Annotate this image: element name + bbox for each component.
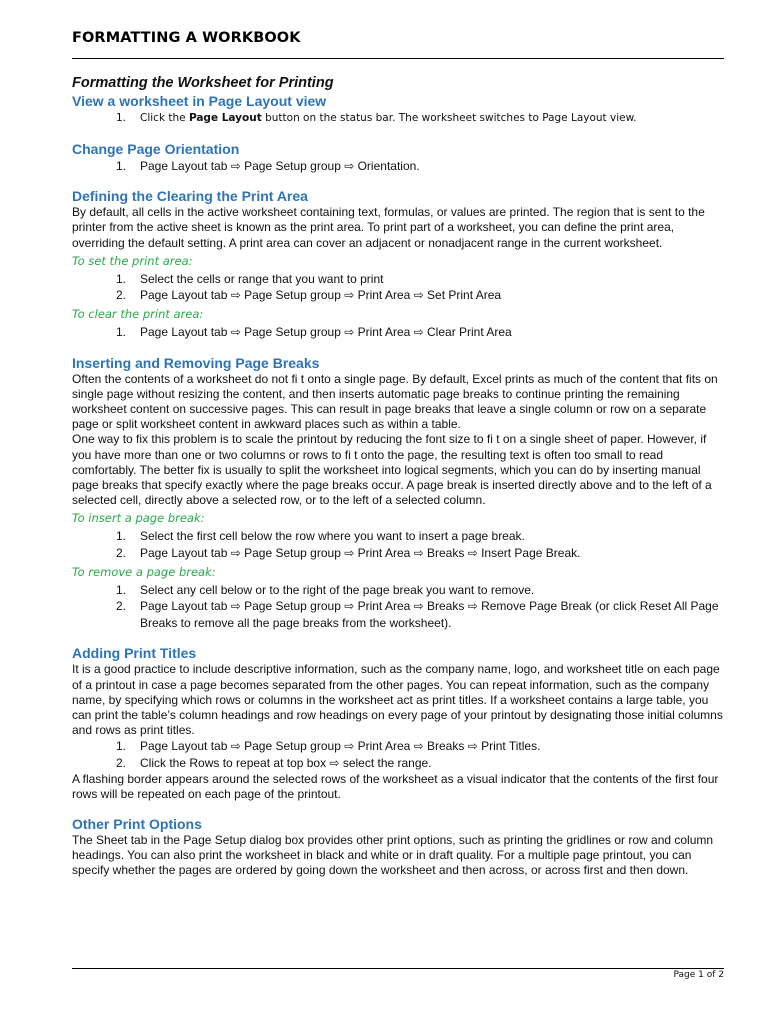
list-item: 1. Select any cell below or to the right of the page break you want to remove. xyxy=(116,582,535,597)
document-body xyxy=(72,74,724,879)
section-heading-other-print-options: Other Print Options xyxy=(72,815,202,832)
list-item: 2. Click the Rows to repeat at top box ⇨ select the range. xyxy=(116,755,432,770)
list-item: 2. Page Layout tab ⇨ Page Setup group ⇨ Print Area ⇨ Breaks ⇨ Insert Page Break. xyxy=(116,546,581,560)
subheading-set-print-area: To set the print area: xyxy=(72,253,193,268)
paragraph: A flashing border appears around the selected rows of the worksheet as a visual indicator that the contents of the first four rows will be repeated on each page of the printout. xyxy=(72,771,719,801)
steps-insert-page-break xyxy=(72,528,724,561)
paragraph: Often the contents of a worksheet do not fi t onto a single page. By default, Excel prints as much of the content that fits on single page without resizing the content, and then inserts automatic page breaks to continue printing the remaining worksheet content on successive pages. This can result in page breaks that leave a single column or row on a separate page or split worksheet content in awkward places such as within a table. xyxy=(72,371,718,432)
page-number: Page 1 of 2 xyxy=(673,970,724,980)
paragraph: The Sheet tab in the Page Setup dialog box provides other print options, such as printing the gridlines or row and column headings. You can also print the worksheet in black and white or in draft quality. For a multiple page printout, you can specify whether the pages are ordered by going down the worksheet and then across, or across first and then down. xyxy=(72,832,714,878)
paragraph: It is a good practice to include descriptive information, such as the company name, logo, and worksheet title on each page of a printout in case a page becomes separated from the other pages. You can repeat information, such as the company name, by specifying which rows or columns in the worksheet act as print titles. If a worksheet contains a large table, you can print the table’s column headings and row headings on every page of your printout by designating those initial columns and rows as print titles. xyxy=(72,662,723,738)
list-item: 2. Page Layout tab ⇨ Page Setup group ⇨ Print Area ⇨ Set Print Area xyxy=(116,288,502,303)
paragraph: By default, all cells in the active worksheet containing text, formulas, or values are printed. The region that is sent to the printer from the active sheet is known as the print area. To print part of a worksheet, you can define the print area, overriding the default setting. A print area can cover an adjacent or nonadjacent range in the current worksheet. xyxy=(72,205,705,250)
document-header-title: FORMATTING A WORKBOOK xyxy=(72,30,301,46)
steps-page-orientation xyxy=(72,158,724,175)
list-item: 1. Select the first cell below the row where you want to insert a page break. xyxy=(116,529,525,544)
subheading-clear-print-area: To clear the print area: xyxy=(72,306,204,321)
list-item: 1. Select the cells or range that you want to print xyxy=(116,271,384,286)
list-item: 1. Page Layout tab ⇨ Page Setup group ⇨ Print Area ⇨ Clear Print Area xyxy=(116,324,512,339)
steps-set-print-area xyxy=(72,271,724,304)
footer-rule xyxy=(72,968,724,969)
section-heading-page-orientation: Change Page Orientation xyxy=(72,140,240,157)
section-heading-print-area: Defining the Clearing the Print Area xyxy=(72,188,308,205)
list-item: 1. Click the Page Layout button on the status bar. The worksheet switches to Page Layout view. xyxy=(116,112,637,124)
steps-print-titles xyxy=(72,738,724,771)
steps-remove-page-break xyxy=(72,582,724,632)
paragraph: One way to fix this problem is to scale the printout by reducing the font size to fi t on a single sheet of paper. However, if you have more than one or two columns or rows to fi t onto the page, the resulting text is often too small to read comfortably. The better fix is usually to split the worksheet into logical segments, which you can do by inserting manual page breaks that specify exactly where the page breaks occur. A page break is inserted directly above and to the left of a selected cell, directly above a selected row, or to the left of a selected column. xyxy=(72,432,712,508)
steps-clear-print-area xyxy=(72,324,724,341)
subheading-remove-page-break: To remove a page break: xyxy=(72,564,216,579)
section-heading-page-breaks: Inserting and Removing Page Breaks xyxy=(72,354,320,371)
subheading-insert-page-break: To insert a page break: xyxy=(72,511,205,526)
steps-page-layout-view xyxy=(72,110,724,127)
list-item: 2. Page Layout tab ⇨ Page Setup group ⇨ Print Area ⇨ Breaks ⇨ Remove Page Break (or click Reset All Page Breaks to remove all the page breaks from the worksheet). xyxy=(116,599,719,630)
list-item: 1. Page Layout tab ⇨ Page Setup group ⇨ Print Area ⇨ Breaks ⇨ Print Titles. xyxy=(116,739,541,754)
page-title: Formatting the Worksheet for Printing xyxy=(72,75,334,91)
section-heading-page-layout-view: View a worksheet in Page Layout view xyxy=(72,93,327,109)
header-rule xyxy=(72,58,724,59)
bold-term: Page Layout xyxy=(188,112,262,124)
list-item: 1. Page Layout tab ⇨ Page Setup group ⇨ Orientation. xyxy=(116,158,420,173)
section-heading-print-titles: Adding Print Titles xyxy=(72,645,197,662)
